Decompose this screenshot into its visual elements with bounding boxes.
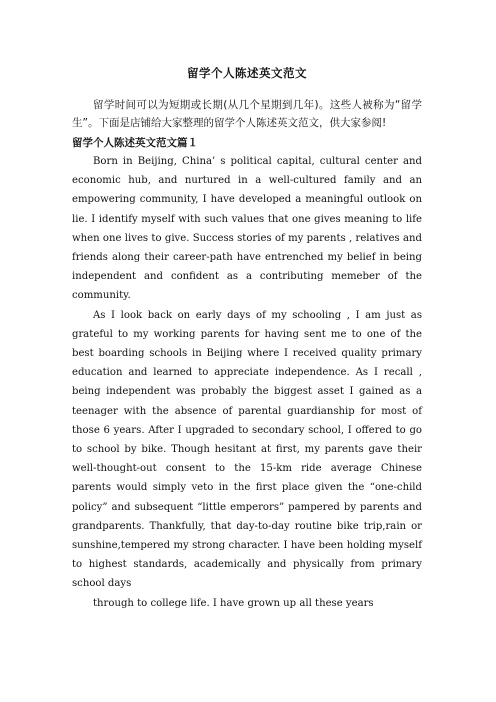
body-paragraph-3: through to college life. I have grown up all these years	[93, 597, 374, 609]
document-body	[72, 64, 422, 613]
section-heading: 留学个人陈述英文范文篇１	[72, 137, 198, 149]
body-paragraph-1: Born in Beijing, China’ s political capital, cultural center and economic hub, and nurtured in a well-cultured family and an empowering community, I have developed a meaningful outlook on lie. I identify myself with such values that one gives meaning to life when one lives to give. Success stories of my parents , relatives and friends along their career-path have entrenched my belief in being independent and confident as a contributing memeber of the community.	[72, 156, 422, 302]
document-title: 留学个人陈述英文范文	[187, 66, 307, 80]
intro-paragraph: 留学时间可以为短期或长期(从几个星期到几年)。这些人被称为“留学生”。下面是店铺给大家整理的留学个人陈述英文范文，供大家参阅!	[72, 99, 422, 129]
body-paragraph-2: As I look back on early days of my schooling , I am just as grateful to my working parents for having sent me to one of the best boarding schools in Beijing where I received quality primary education and learned to appreciate independence. As I recall , being independent was probably the biggest asset I gained as a teenager with the absence of parental guardianship for most of those 6 years. After I upgraded to secondary school, I offered to go to school by bike. Though hesitant at first, my parents gave their well-thought-out consent to the 15-km ride average Chinese parents would simply veto in the first place given the “one-child policy” and subsequent “little emperors” pampered by parents and grandparents. Thankfully, that day-to-day routine bike trip,rain or sunshine,tempered my strong character. I have been holding myself to highest standards, academically and physically from primary school days	[72, 309, 422, 590]
